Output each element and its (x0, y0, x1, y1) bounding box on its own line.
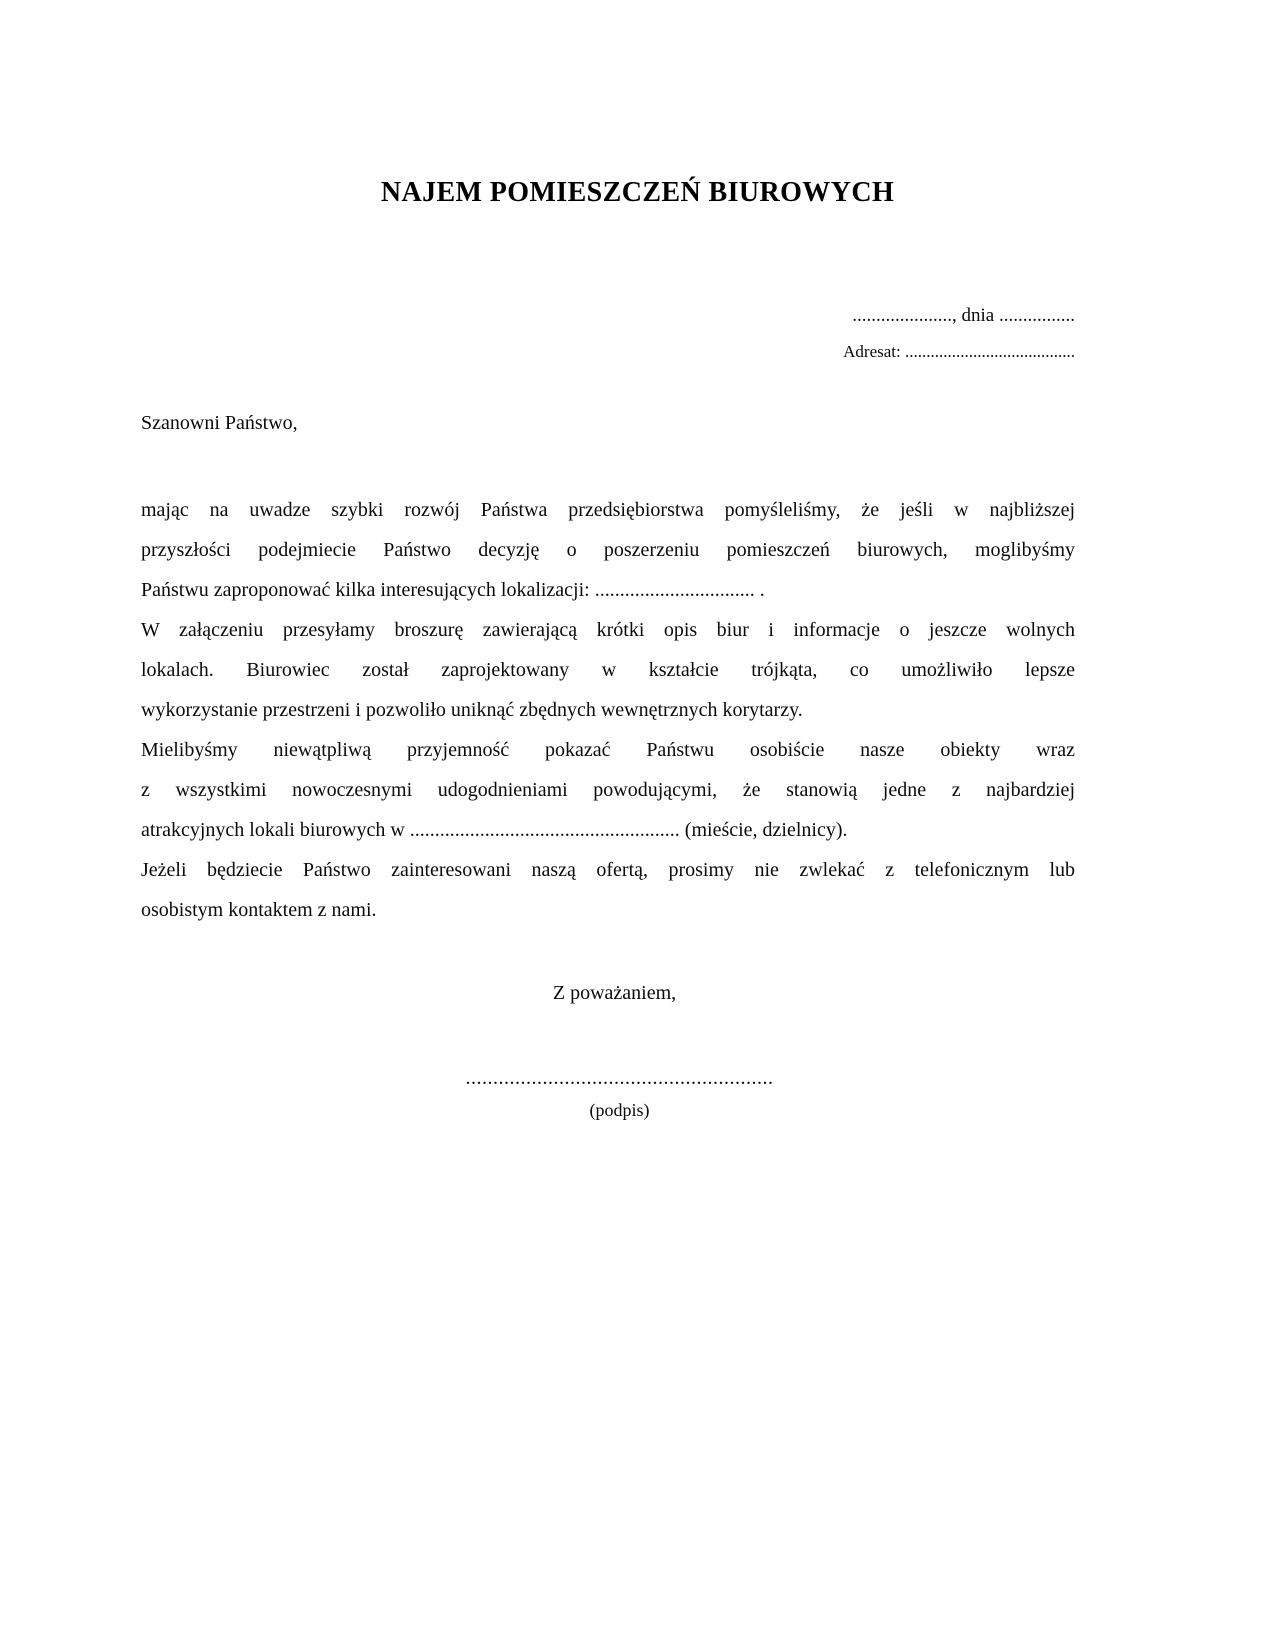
paragraph-1-line-1: mając na uwadze szybki rozwój Państwa przedsiębiorstwa pomyśleliśmy, że jeśli w najbliższej (141, 499, 1075, 521)
paragraph-2-line-2: lokalach. Biurowiec został zaprojektowany w kształcie trójkąta, co umożliwiło lepsze (141, 659, 1075, 681)
body-paragraph-4 (141, 850, 1075, 930)
closing-text: Z poważaniem, (552, 982, 677, 1004)
body-paragraph-2 (141, 610, 1075, 730)
paragraph-3-line-3: atrakcyjnych lokali biurowych w ...................................................... (mieście, dzielnicy). (141, 819, 848, 841)
signature-line: ........................................................ (465, 1067, 774, 1089)
paragraph-4-line-2: osobistym kontaktem z nami. (141, 899, 377, 921)
paragraph-3-line-2: z wszystkimi nowoczesnymi udogodnieniami powodującymi, że stanowią jedne z najbardziej (141, 779, 1075, 801)
page-title: NAJEM POMIESZCZEŃ BIUROWYCH (380, 176, 895, 208)
paragraph-2-line-1: W załączeniu przesyłamy broszurę zawierającą krótki opis biur i informacje o jeszcze wolnych (141, 619, 1075, 641)
closing-block (0, 982, 1275, 1005)
signature-block (0, 1063, 1275, 1123)
paragraph-4-line-1: Jeżeli będziecie Państwo zainteresowani naszą ofertą, prosimy nie zwlekać z telefonicznym lub (141, 859, 1075, 881)
paragraph-2-line-3: wykorzystanie przestrzeni i pozwoliło uniknąć zbędnych wewnętrznych korytarzy. (141, 699, 803, 721)
signature-caption: (podpis) (589, 1100, 650, 1120)
body-paragraph-1 (141, 490, 1075, 610)
salutation: Szanowni Państwo, (141, 412, 298, 434)
date-line: ....................., dnia ................ (852, 305, 1075, 326)
letter-body (141, 490, 1075, 930)
body-paragraph-3 (141, 730, 1075, 850)
paragraph-3-line-1: Mielibyśmy niewątpliwą przyjemność pokazać Państwu osobiście nasze obiekty wraz (141, 739, 1075, 761)
letter-meta-block (140, 298, 1075, 370)
paragraph-1-line-3: Państwu zaproponować kilka interesujących lokalizacji: ................................ . (141, 579, 765, 601)
paragraph-1-line-2: przyszłości podejmiecie Państwo decyzję o poszerzeniu pomieszczeń biurowych, moglibyśmy (141, 539, 1075, 561)
addressee-line: Adresat: ........................................ (843, 342, 1075, 361)
